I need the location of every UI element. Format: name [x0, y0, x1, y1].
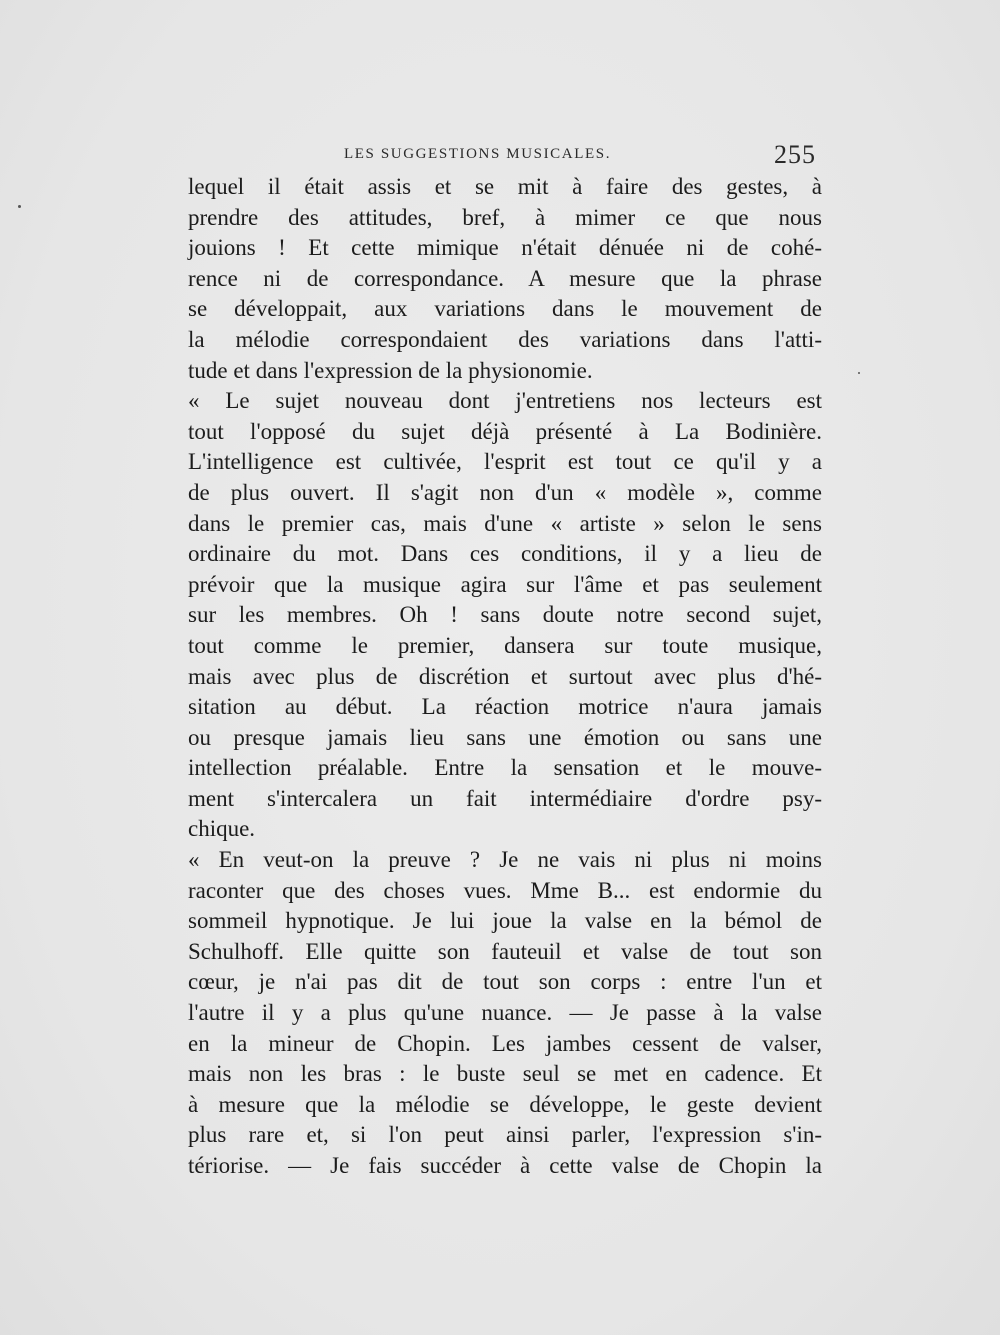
- paper-speck: [858, 372, 860, 374]
- text-line: en la mineur de Chopin. Les jambes cessent de valser,: [188, 1030, 822, 1056]
- text-line: sitation au début. La réaction motrice n'aura jamais: [188, 694, 822, 720]
- text-line: tout comme le premier, dansera sur toute musique,: [188, 632, 822, 658]
- text-line: cœur, je n'ai pas dit de tout son corps : entre l'un et: [188, 969, 822, 995]
- text-line: à mesure que la mélodie se développe, le geste devient: [188, 1091, 822, 1117]
- text-line: Schulhoff. Elle quitte son fauteuil et valse de tout son: [188, 938, 822, 964]
- text-line: chique.: [188, 816, 256, 842]
- text-line: sommeil hypnotique. Je lui joue la valse en la bémol de: [188, 908, 822, 934]
- text-line: l'autre il y a plus qu'une nuance. — Je passe à la valse: [188, 1000, 822, 1026]
- body-text: [188, 172, 822, 1182]
- text-line: ordinaire du mot. Dans ces conditions, il y a lieu de: [188, 541, 822, 567]
- text-line: mais non les bras : le buste seul se met en cadence. Et: [188, 1061, 822, 1087]
- text-line: se développait, aux variations dans le mouvement de: [188, 296, 822, 322]
- text-line: tude et dans l'expression de la physionomie.: [188, 357, 593, 383]
- text-line: rence ni de correspondance. A mesure que la phrase: [188, 265, 822, 291]
- text-line: L'intelligence est cultivée, l'esprit est tout ce qu'il y a: [188, 449, 822, 475]
- text-line: mais avec plus de discrétion et surtout avec plus d'hé-: [188, 663, 822, 689]
- text-line: « Le sujet nouveau dont j'entretiens nos lecteurs est: [188, 388, 822, 414]
- text-line: de plus ouvert. Il s'agit non d'un « modèle », comme: [188, 479, 822, 505]
- text-line: dans le premier cas, mais d'une « artiste » selon le sens: [188, 510, 822, 536]
- text-line: « En veut-on la preuve ? Je ne vais ni plus ni moins: [188, 847, 822, 873]
- text-line: prévoir que la musique agira sur l'âme et pas seulement: [188, 571, 822, 597]
- text-line: ou presque jamais lieu sans une émotion ou sans une: [188, 724, 822, 750]
- text-line: jouions ! Et cette mimique n'était dénuée ni de cohé-: [188, 235, 822, 261]
- page-number: 255: [774, 140, 816, 169]
- text-line: tout l'opposé du sujet déjà présenté à La Bodinière.: [188, 418, 822, 444]
- text-line: la mélodie correspondaient des variations dans l'atti-: [188, 326, 822, 352]
- text-line: intellection préalable. Entre la sensation et le mouve-: [188, 755, 822, 781]
- paper-speck: [18, 205, 21, 208]
- text-line: ment s'intercalera un fait intermédiaire d'ordre psy-: [188, 785, 822, 811]
- text-line: raconter que des choses vues. Mme B... est endormie du: [188, 877, 822, 903]
- page-header: [344, 142, 824, 172]
- text-line: sur les membres. Oh ! sans doute notre second sujet,: [188, 602, 822, 628]
- text-line: lequel il était assis et se mit à faire des gestes, à: [188, 174, 822, 199]
- running-title: LES SUGGESTIONS MUSICALES.: [344, 146, 612, 162]
- text-line: prendre des attitudes, bref, à mimer ce que nous: [188, 204, 822, 230]
- text-line: plus rare et, si l'on peut ainsi parler, l'expression s'in-: [188, 1122, 822, 1148]
- text-line: tériorise. — Je fais succéder à cette valse de Chopin la: [188, 1153, 822, 1178]
